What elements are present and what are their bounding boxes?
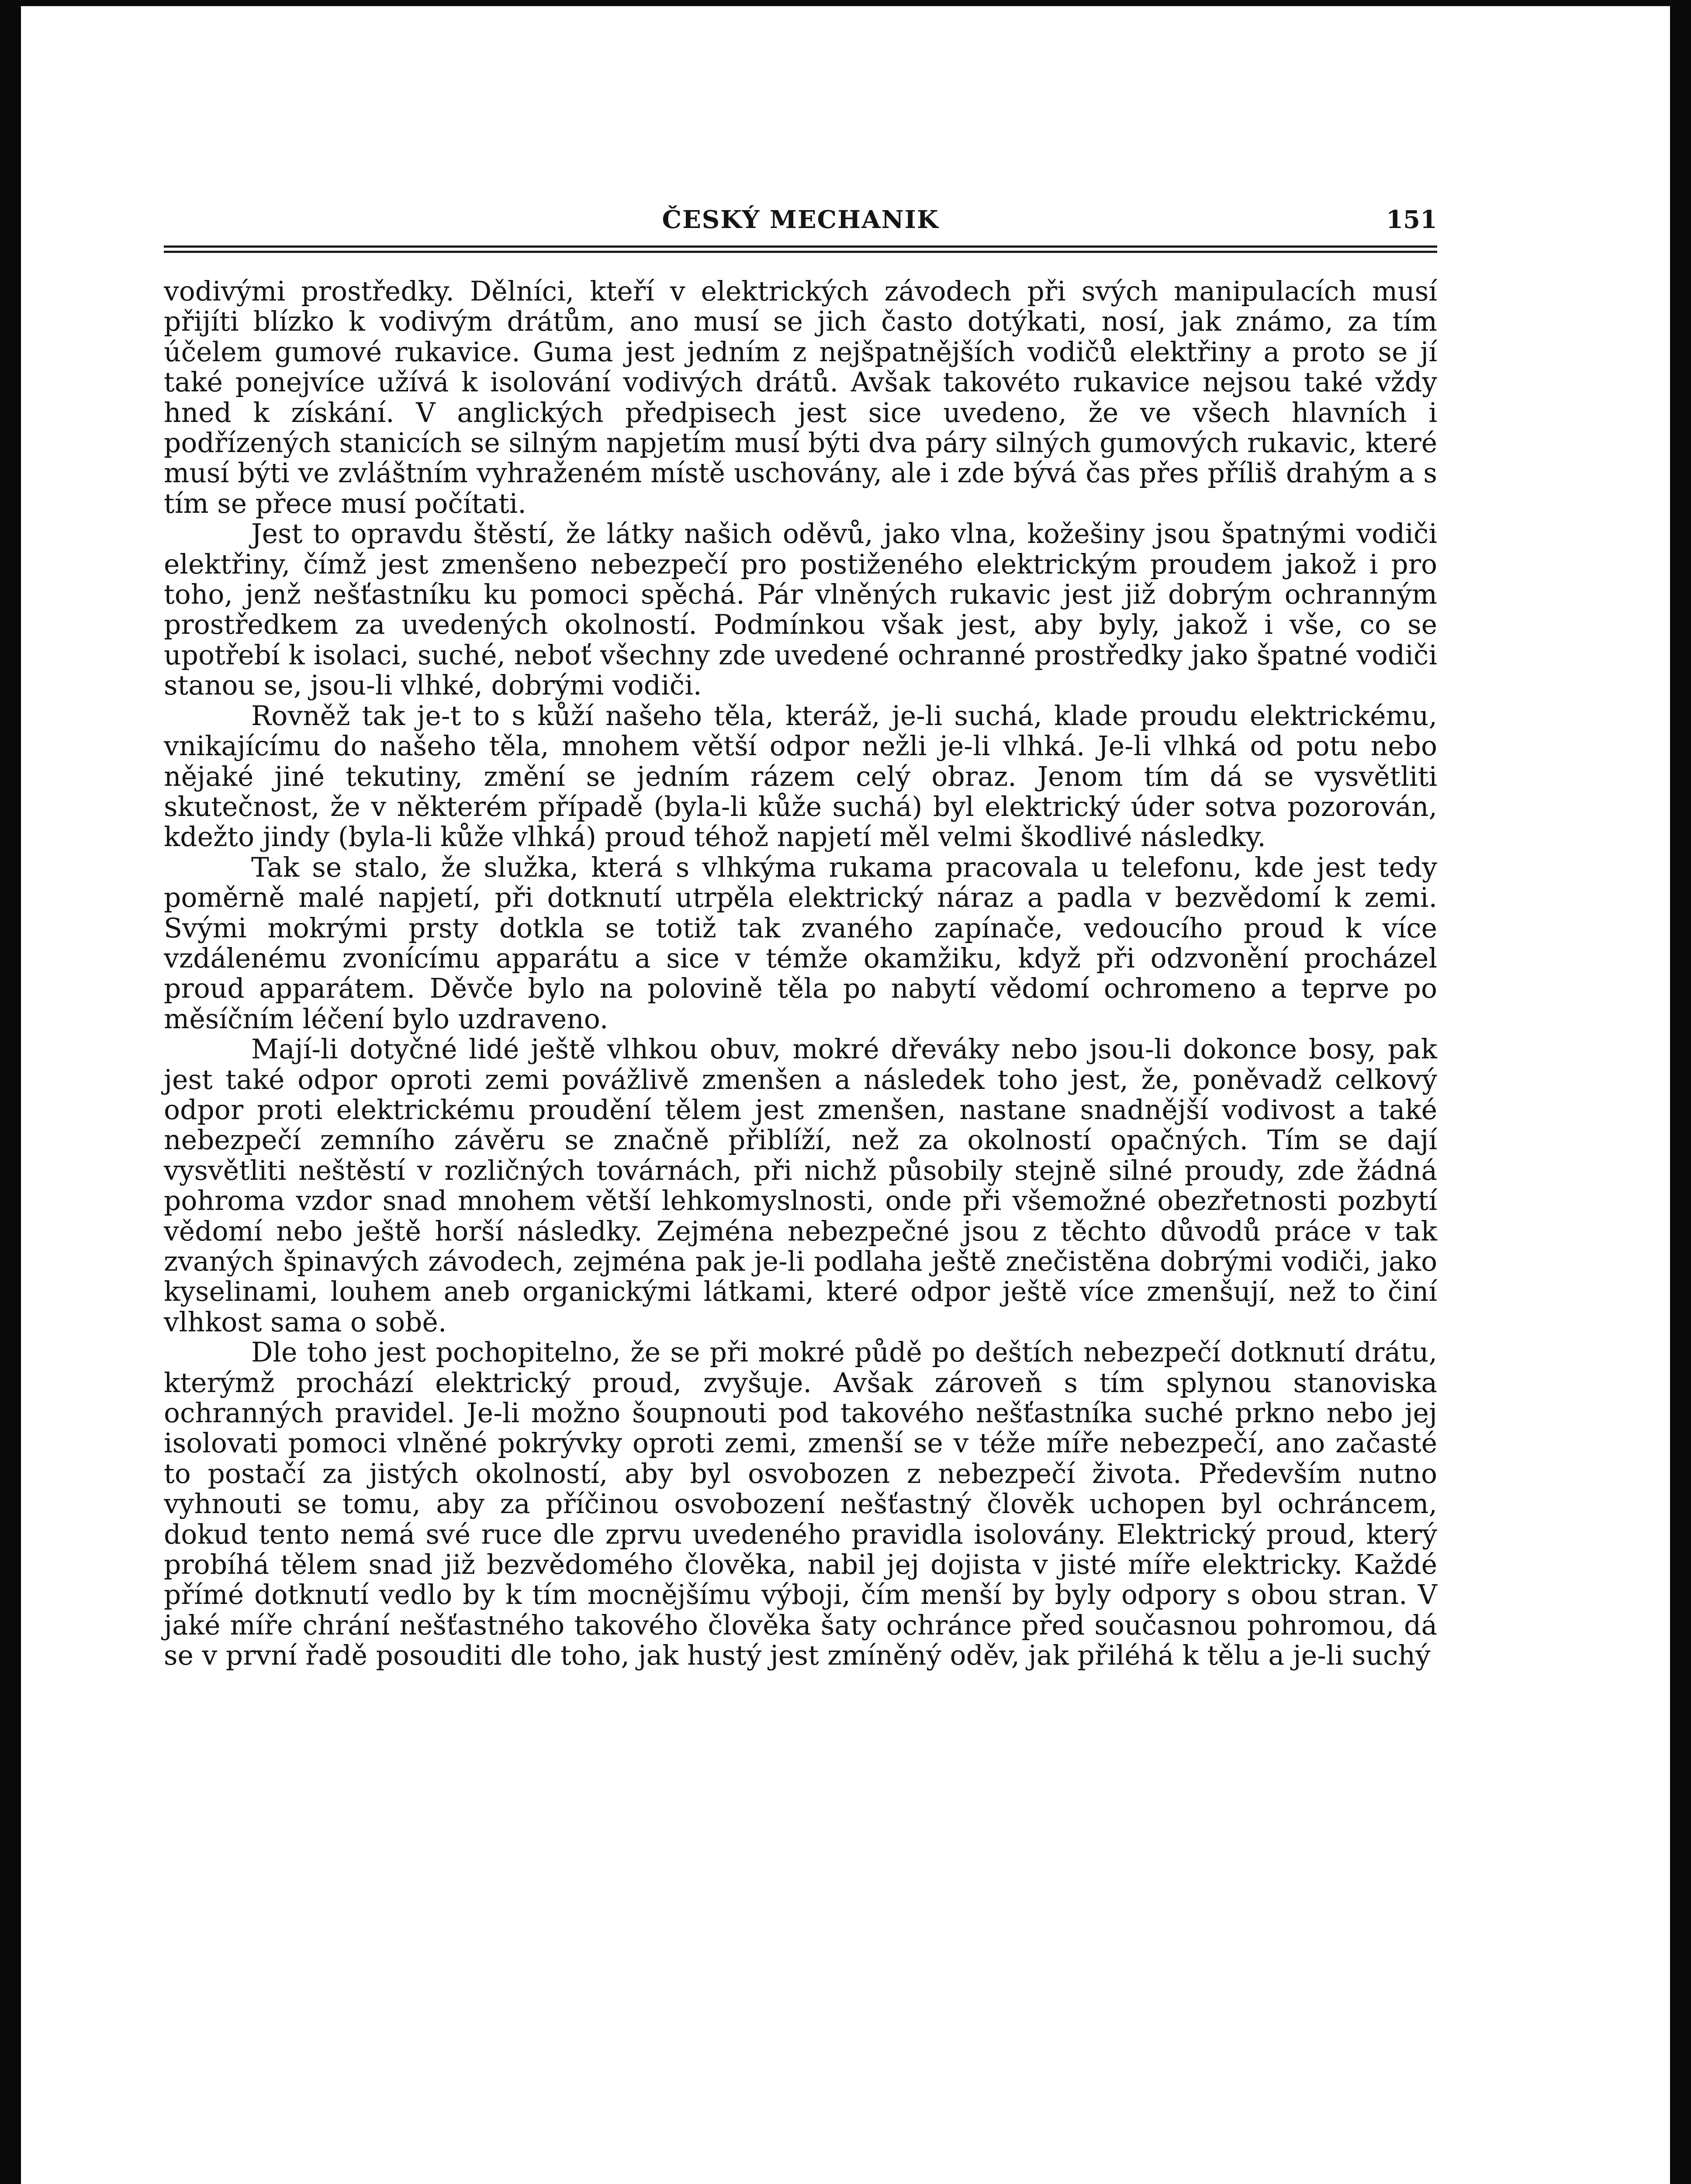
paragraph: vodivými prostředky. Dělníci, kteří v elektrických závodech při svých manipulacích musí přijíti blízko k vodivým drátům, ano musí se jich často dotýkati, nosí, jak známo, za tím účelem gumové rukavice. Guma jest jedním z nejšpatnějších vodičů elektřiny a proto se jí také ponejvíce užívá k isolování vodivých drátů. Avšak takovéto rukavice nejsou také vždy hned k získání. V anglických předpisech jest sice uvedeno, že ve všech hlavních i podřízených stanicích se silným napjetím musí býti dva páry silných gumových rukavic, které musí býti ve zvláštním vyhraženém místě uschovány, ale i zde bývá čas přes příliš drahým a s tím se přece musí počítati. (164, 276, 1437, 519)
article-body (164, 276, 1437, 1671)
header-rule-bottom (164, 251, 1437, 253)
scan-border-right (1670, 0, 1691, 2184)
paragraph: Dle toho jest pochopitelno, že se při mokré půdě po deštích nebezpečí dotknutí drátu, kterýmž prochází elektrický proud, zvyšuje. Avšak zároveň s tím splynou stanoviska ochranných pravidel. Je-li možno šoupnouti pod takového nešťastníka suché prkno nebo jej isolovati pomoci vlněné pokrývky oproti zemi, zmenší se v téže míře nebezpečí, ano začasté to postačí za jistých okolností, aby byl osvobozen z nebezpečí života. Především nutno vyhnouti se tomu, aby za příčinou osvobození nešťastný člověk uchopen byl ochráncem, dokud tento nemá své ruce dle zprvu uvedeného pravidla isolovány. Elektrický proud, který probíhá tělem snad již bezvědomého člověka, nabil jej dojista v jisté míře elektricky. Každé přímé dotknutí vedlo by k tím mocnějšímu výboji, čím menší by byly odpory s obou stran. V jaké míře chrání nešťastného takového člověka šaty ochránce před současnou pohromou, dá se v první řadě posouditi dle toho, jak hustý jest zmíněný oděv, jak přiléhá k tělu a je-li suchý (164, 1337, 1437, 1672)
paragraph: Jest to opravdu štěstí, že látky našich oděvů, jako vlna, kožešiny jsou špatnými vodiči elektřiny, čímž jest zmenšeno nebezpečí pro postiženého elektrickým proudem jakož i pro toho, jenž nešťastníku ku pomoci spěchá. Pár vlněných rukavic jest již dobrým ochranným prostředkem za uvedených okolností. Podmínkou však jest, aby byly, jakož i vše, co se upotřebí k isolaci, suché, neboť všechny zde uvedené ochranné prostředky jako špatné vodiči stanou se, jsou-li vlhké, dobrými vodiči. (164, 518, 1437, 702)
scan-border-top (0, 0, 1691, 6)
paragraph: Mají-li dotyčné lidé ještě vlhkou obuv, mokré dřeváky nebo jsou-li dokonce bosy, pak jest také odpor oproti zemi povážlivě zmenšen a následek toho jest, že, poněvadž celkový odpor proti elektrickému proudění tělem jest zmenšen, nastane snadnější vodivost a také nebezpečí zemního závěru se značně přiblíží, než za okolností opačných. Tím se dají vysvětliti neštěstí v rozličných továrnách, při nichž působily stejně silné proudy, zde žádná pohroma vzdor snad mnohem větší lehkomyslnosti, onde při všemožné obezřetnosti pozbytí vědomí nebo ještě horší následky. Zejména nebezpečné jsou z těchto důvodů práce v tak zvaných špinavých závodech, zejména pak je-li podlaha ještě znečistěna dobrými vodiči, jako kyselinami, louhem aneb organickými látkami, které odpor ještě více zmenšují, než to činí vlhkost sama o sobě. (164, 1033, 1437, 1338)
paragraph: Tak se stalo, že služka, která s vlhkýma rukama pracovala u telefonu, kde jest tedy poměrně malé napjetí, při dotknutí utrpěla elektrický náraz a padla v bezvědomí k zemi. Svými mokrými prsty dotkla se totiž tak zvaného zapínače, vedoucího proud k více vzdálenému zvonícímu apparátu a sice v témže okamžiku, když při odzvonění procházel proud apparátem. Děvče bylo na polovině těla po nabytí vědomí ochromeno a teprve po měsíčním léčení bylo uzdraveno. (164, 851, 1437, 1035)
journal-title: ČESKÝ MECHANIK (662, 205, 939, 234)
scan-border-left (0, 0, 21, 2184)
paragraph: Rovněž tak je-t to s kůží našeho těla, kteráž, je-li suchá, klade proudu elektrickému, vnikajícímu do našeho těla, mnohem větší odpor nežli je-li vlhká. Je-li vlhká od potu nebo nějaké jiné tekutiny, změní se jedním rázem celý obraz. Jenom tím dá se vysvětliti skutečnost, že v některém případě (byla-li kůže suchá) byl elektrický úder sotva pozorován, kdežto jindy (byla-li kůže vlhká) proud téhož napjetí měl velmi škodlivé následky. (164, 700, 1437, 853)
page-number: 151 (1386, 205, 1437, 234)
running-header (164, 205, 1437, 249)
header-rule-top (164, 245, 1437, 248)
